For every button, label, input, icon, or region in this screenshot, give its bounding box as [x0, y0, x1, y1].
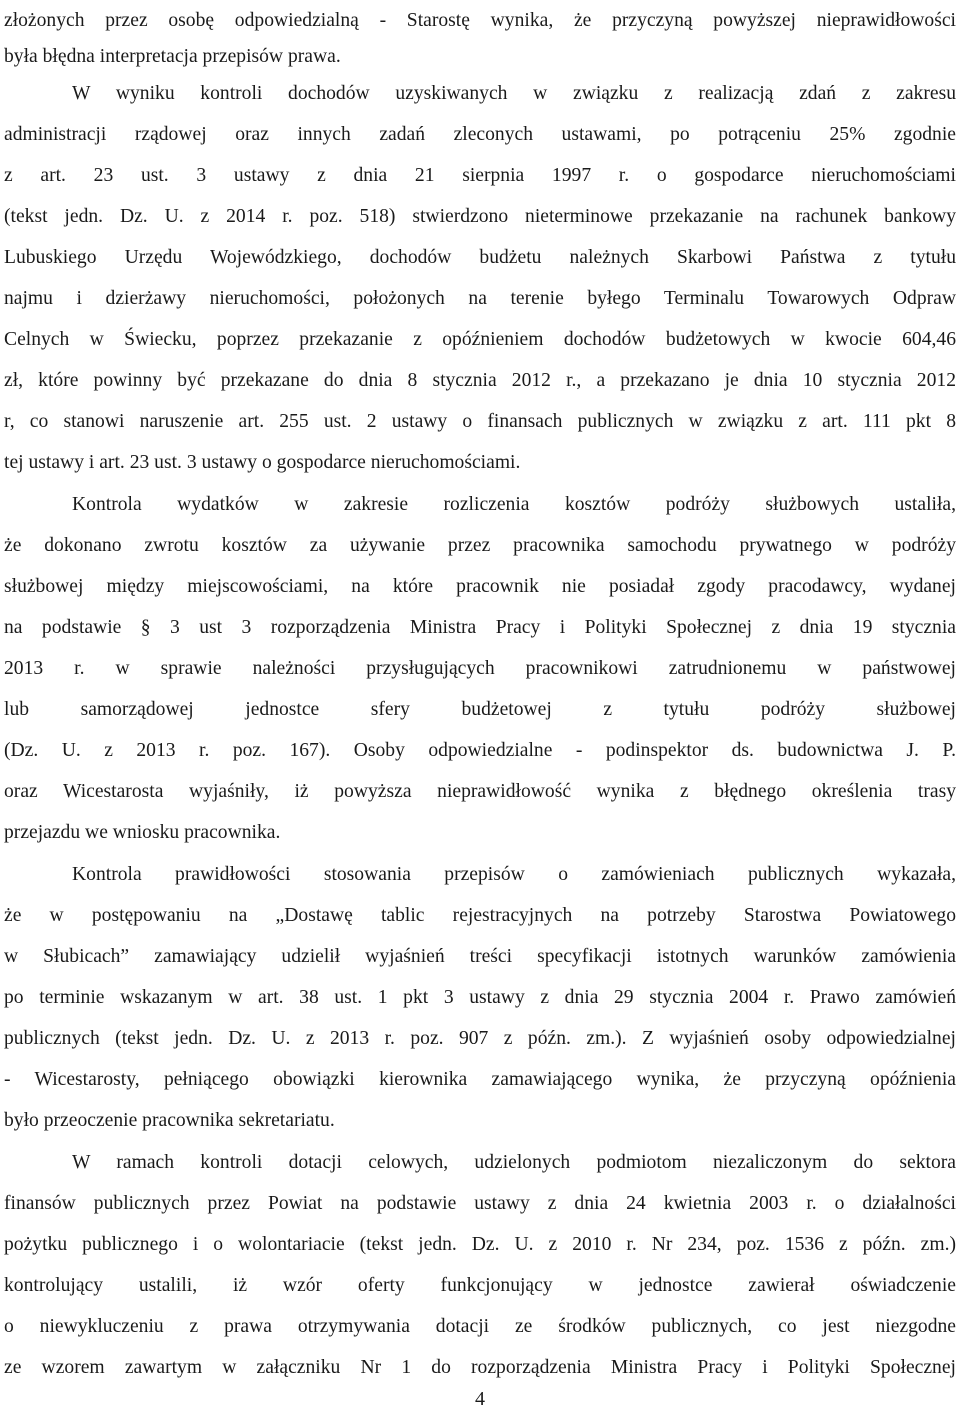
text-line: oraz Wicestarosta wyjaśniły, iż powyższa nieprawidłowość wynika z błędnego określenia trasy [4, 781, 956, 802]
text-line: zł, które powinny być przekazane do dnia 8 stycznia 2012 r., a przekazano je dnia 10 stycznia 2012 [4, 370, 956, 391]
text-line: pożytku publicznego i o wolontariacie (tekst jedn. Dz. U. z 2010 r. Nr 234, poz. 1536 z późn. zm.) [4, 1234, 956, 1255]
text-line: Celnych w Świecku, poprzez przekazanie z opóźnieniem dochodów budżetowych w kwocie 604,46 [4, 329, 956, 350]
text-line: że w postępowaniu na „Dostawę tablic rejestracyjnych na potrzeby Starostwa Powiatowego [4, 905, 956, 926]
text-line: w Słubicach” zamawiający udzielił wyjaśnień treści specyfikacji istotnych warunków zamówienia [4, 946, 956, 967]
text-line: na podstawie § 3 ust 3 rozporządzenia Ministra Pracy i Polityki Społecznej z dnia 19 stycznia [4, 617, 956, 638]
page-number: 4 [475, 1388, 485, 1410]
text-line: przejazdu we wniosku pracownika. [4, 822, 281, 843]
text-line: W ramach kontroli dotacji celowych, udzielonych podmiotom niezaliczonym do sektora [72, 1152, 956, 1173]
text-line: finansów publicznych przez Powiat na podstawie ustawy z dnia 24 kwietnia 2003 r. o działalności [4, 1193, 956, 1214]
text-line: lub samorządowej jednostce sfery budżetowej z tytułu podróży służbowej [4, 699, 956, 720]
text-line: była błędna interpretacja przepisów prawa. [4, 46, 341, 67]
text-line: Lubuskiego Urzędu Wojewódzkiego, dochodów budżetu należnych Skarbowi Państwa z tytułu [4, 247, 956, 268]
text-line: - Wicestarosty, pełniącego obowiązki kierownika zamawiającego wynika, że przyczyną opóźnienia [4, 1069, 956, 1090]
text-line: Kontrola wydatków w zakresie rozliczenia kosztów podróży służbowych ustaliła, [72, 494, 956, 515]
text-line: administracji rządowej oraz innych zadań zleconych ustawami, po potrąceniu 25% zgodnie [4, 124, 956, 145]
text-line: po terminie wskazanym w art. 38 ust. 1 pkt 3 ustawy z dnia 29 stycznia 2004 r. Prawo zamówień [4, 987, 956, 1008]
text-line: (Dz. U. z 2013 r. poz. 167). Osoby odpowiedzialne - podinspektor ds. budownictwa J. P. [4, 740, 956, 761]
text-line: było przeoczenie pracownika sekretariatu. [4, 1110, 335, 1131]
text-line: kontrolujący ustalili, iż wzór oferty funkcjonujący w jednostce zawierał oświadczenie [4, 1275, 956, 1296]
text-line: W wyniku kontroli dochodów uzyskiwanych w związku z realizacją zdań z zakresu [72, 83, 956, 104]
text-line: z art. 23 ust. 3 ustawy z dnia 21 sierpnia 1997 r. o gospodarce nieruchomościami [4, 165, 956, 186]
text-line: (tekst jedn. Dz. U. z 2014 r. poz. 518) stwierdzono nieterminowe przekazanie na rachunek bankowy [4, 206, 956, 227]
text-line: o niewykluczeniu z prawa otrzymywania dotacji ze środków publicznych, co jest niezgodne [4, 1316, 956, 1337]
text-line: służbowej między miejscowościami, na które pracownik nie posiadał zgody pracodawcy, wydanej [4, 576, 956, 597]
text-line: r, co stanowi naruszenie art. 255 ust. 2 ustawy o finansach publicznych w związku z art. 111 pkt 8 [4, 411, 956, 432]
text-line: ze wzorem zawartym w załączniku Nr 1 do rozporządzenia Ministra Pracy i Polityki Społecznej [4, 1357, 956, 1378]
text-line: publicznych (tekst jedn. Dz. U. z 2013 r. poz. 907 z późn. zm.). Z wyjaśnień osoby odpowiedzialnej [4, 1028, 956, 1049]
text-line: Kontrola prawidłowości stosowania przepisów o zamówieniach publicznych wykazała, [72, 864, 956, 885]
text-line: że dokonano zwrotu kosztów za używanie przez pracownika samochodu prywatnego w podróży [4, 535, 956, 556]
text-line: najmu i dzierżawy nieruchomości, położonych na terenie byłego Terminalu Towarowych Odpraw [4, 288, 956, 309]
text-line: 2013 r. w sprawie należności przysługujących pracownikowi zatrudnionemu w państwowej [4, 658, 956, 679]
text-line: tej ustawy i art. 23 ust. 3 ustawy o gospodarce nieruchomościami. [4, 452, 521, 473]
text-line: złożonych przez osobę odpowiedzialną - Starostę wynika, że przyczyną powyższej nieprawidłowości [4, 10, 956, 31]
